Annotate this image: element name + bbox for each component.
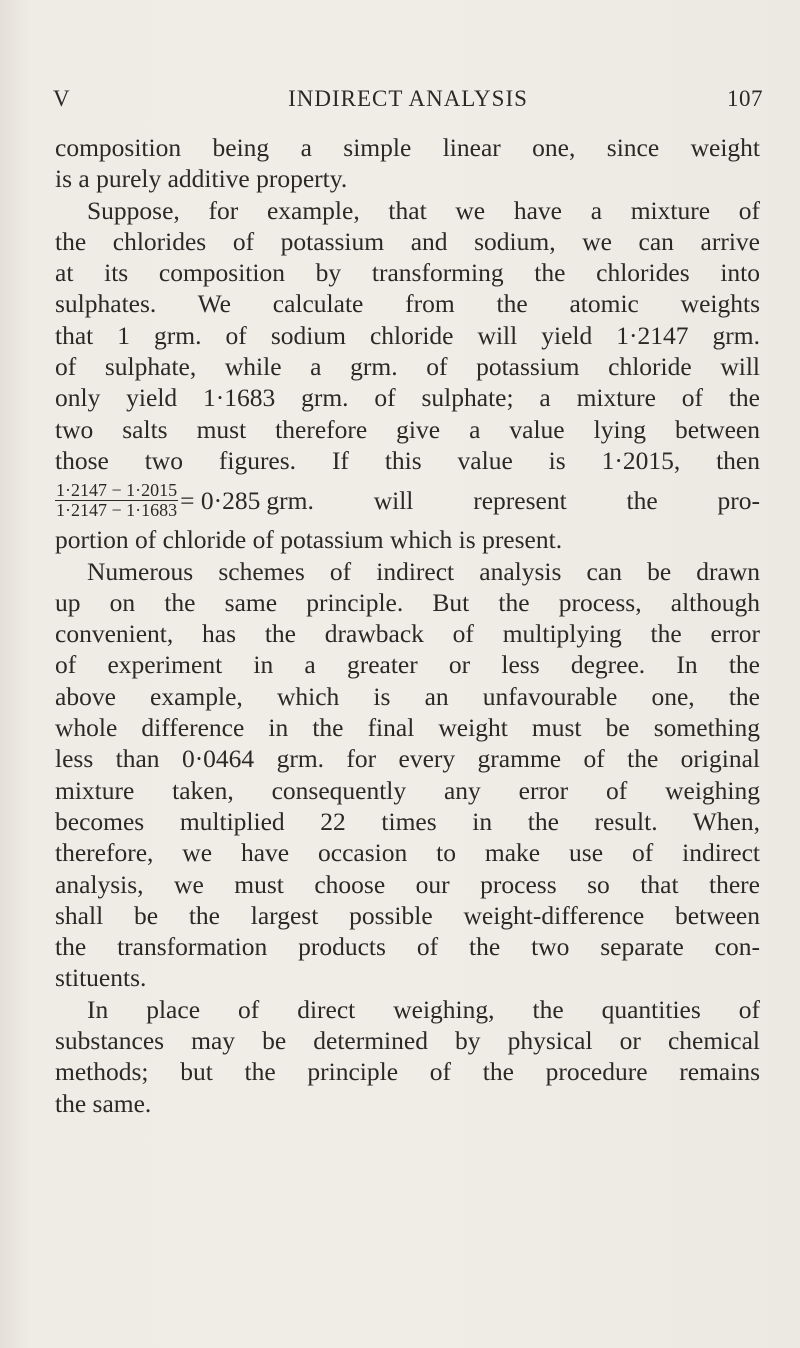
fraction-numerator: 1·2147 − 1·2015 <box>56 479 178 500</box>
text-line: the chlorides of potassium and sodium, we can arrive <box>55 226 760 256</box>
text-line: Numerous schemes of indirect analysis can be drawn <box>87 556 760 586</box>
text-line: sulphates. We calculate from the atomic weights <box>55 289 760 319</box>
word: pro- <box>717 485 760 515</box>
fraction-result: = 0·285 <box>180 485 261 515</box>
running-title: INDIRECT ANALYSIS <box>288 86 528 111</box>
word: represent <box>473 485 567 515</box>
paragraph-2 <box>55 195 760 556</box>
body-text <box>55 132 760 1119</box>
text-line: at its composition by transforming the chlorides into <box>55 258 760 288</box>
text-line: of sulphate, while a grm. of potassium chloride will <box>55 352 760 382</box>
text-line: stituents. <box>55 963 147 993</box>
page-number: 107 <box>727 86 763 111</box>
paragraph-3 <box>55 556 760 994</box>
fraction-line <box>55 476 760 524</box>
text-line: two salts must therefore give a value lying between <box>55 414 760 444</box>
text-line: Suppose, for example, that we have a mixture of <box>87 195 760 225</box>
word: the <box>626 485 658 515</box>
fraction-trailing-words <box>260 485 760 516</box>
text-line: the transformation products of the two separate con- <box>55 932 760 962</box>
word: will <box>373 485 414 515</box>
text-line: In place of direct weighing, the quantities of <box>87 994 760 1024</box>
running-header <box>53 86 763 116</box>
text-line: shall be the largest possible weight-difference between <box>55 900 760 930</box>
fraction-denominator: 1·2147 − 1·1683 <box>56 499 178 520</box>
text-line: therefore, we have occasion to make use of indirect <box>55 838 760 868</box>
text-line: becomes multiplied 22 times in the result. When, <box>55 806 760 836</box>
text-line: analysis, we must choose our process so that there <box>55 869 760 899</box>
text-line: substances may be determined by physical or chemical <box>55 1026 760 1056</box>
paragraph-4 <box>55 994 760 1119</box>
text-line: the same. <box>55 1088 152 1118</box>
text-line: methods; but the principle of the procedure remains <box>55 1057 760 1087</box>
text-line: portion of chloride of potassium which is present. <box>55 525 563 555</box>
text-line: convenient, has the drawback of multiplying the error <box>55 619 760 649</box>
text-line: composition being a simple linear one, since weight <box>55 133 760 162</box>
text-line: up on the same principle. But the process, although <box>55 587 760 617</box>
text-line: that 1 grm. of sodium chloride will yield 1·2147 grm. <box>55 320 760 350</box>
text-line: is a purely additive property. <box>55 164 348 194</box>
text-line: of experiment in a greater or less degree. In the <box>55 650 760 680</box>
text-line: whole difference in the final weight must be something <box>55 713 760 743</box>
text-line: mixture taken, consequently any error of weighing <box>55 775 760 805</box>
text-line: those two figures. If this value is 1·2015, then <box>55 445 760 475</box>
fraction <box>55 481 178 520</box>
paragraph-1 <box>55 132 760 195</box>
text-line: only yield 1·1683 grm. of sulphate; a mixture of the <box>55 383 760 413</box>
text-line: less than 0·0464 grm. for every gramme of the original <box>55 744 760 774</box>
signature-mark: V <box>53 86 71 111</box>
text-line: above example, which is an unfavourable one, the <box>55 681 760 711</box>
word: grm. <box>266 485 314 515</box>
